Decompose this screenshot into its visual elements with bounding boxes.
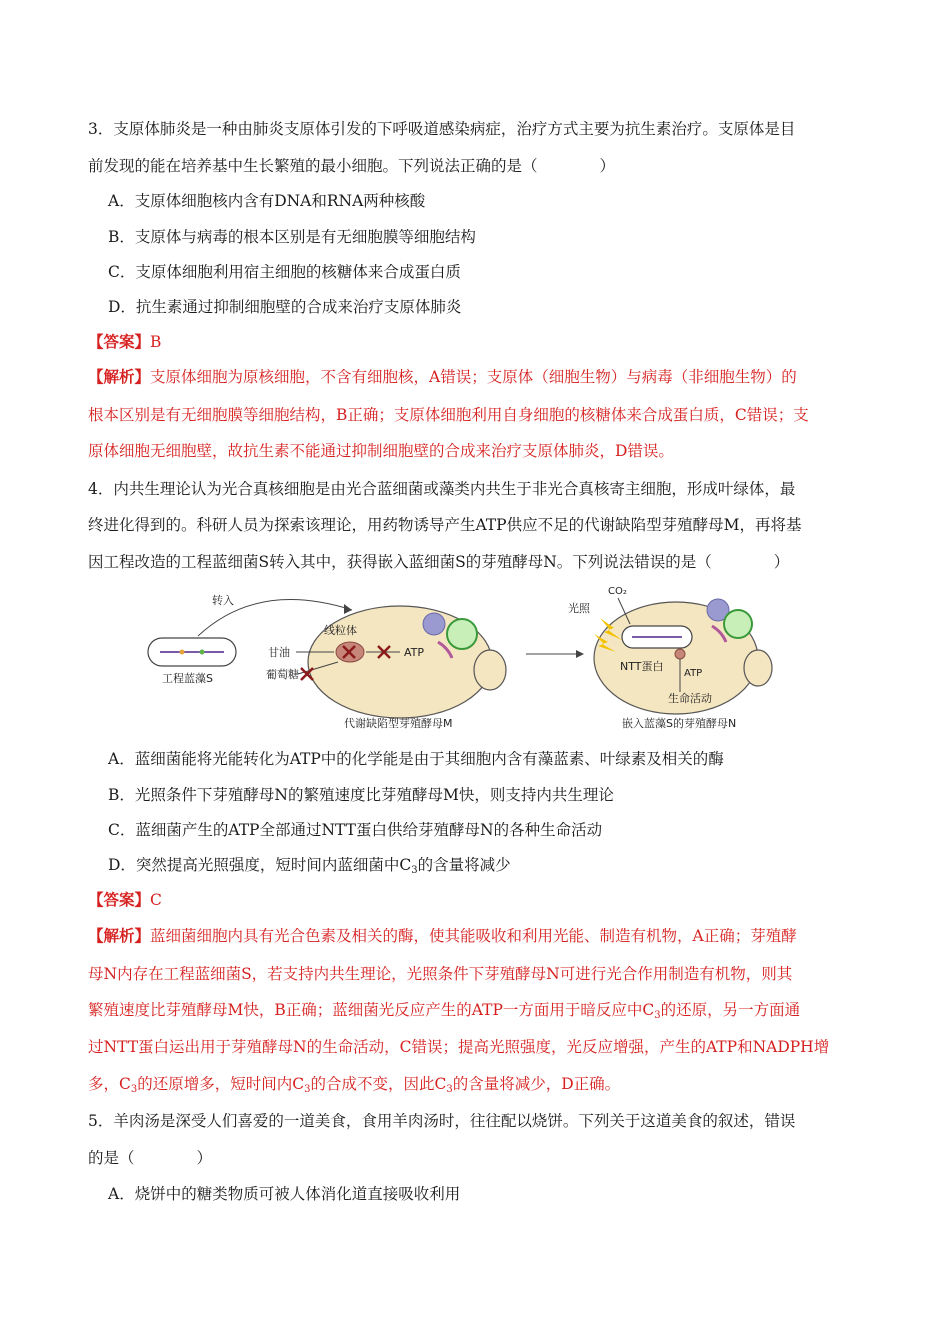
glucose-label: 葡萄糖 [266,668,299,681]
ntt-protein [675,649,685,659]
yeast-n-bud [744,650,772,686]
q4-option-d [108,854,511,876]
q4-analysis-sub-3: 3 [654,1010,661,1021]
q4-option-b: B．光照条件下芽殖酵母N的繁殖速度比芽殖酵母M快，则支持内共生理论 [108,786,614,804]
q3-option-b: B．支原体与病毒的根本区别是有无细胞膜等细胞结构 [108,228,476,246]
q3-stem-line-1: 3．支原体肺炎是一种由肺炎支原体引发的下呼吸道感染病症，治疗方式主要为抗生素治疗。支原体是目 [88,120,796,138]
mito-label: 线粒体 [324,624,357,637]
q3-analysis-text-1: 支原体细胞为原核细胞，不含有细胞核，A错误；支原体（细胞生物）与病毒（非细胞生物）的 [150,368,797,386]
q4-answer-value: C [150,891,162,909]
glycerol-label: 甘油 [268,646,290,659]
q3-answer-value: B [150,333,162,351]
process-arrowhead [576,650,584,658]
q3-option-c: C．支原体细胞利用宿主细胞的核糖体来合成蛋白质 [108,263,461,281]
q4-analysis-line-4: 过NTT蛋白运出用于芽殖酵母N的生命活动，C错误；提高光照强度，光反应增强，产生的ATP和NADPH增 [88,1038,830,1056]
nucleus-m [423,613,445,635]
q4-analysis-5-sub3: 3 [446,1084,453,1095]
q4-stem-line-2: 终进化得到的。科研人员为探索该理论，用药物诱导产生ATP供应不足的代谢缺陷型芽殖酵母M，再将基 [88,516,802,534]
q4-answer-tag: 【答案】 [88,890,151,909]
atp-left-label: ATP [404,646,425,659]
q3-analysis-line-2: 根本区别是有无细胞膜等细胞结构，B正确；支原体细胞利用自身细胞的核糖体来合成蛋白质，C错误；支 [88,406,809,424]
q4-analysis-5d: 的含量将减少，D正确。 [452,1075,621,1093]
q4-analysis-line-2: 母N内存在工程蓝细菌S，若支持内共生理论，光照条件下芽殖酵母N可进行光合作用制造有机物，则其 [88,965,793,983]
q4-analysis-text-1: 蓝细菌细胞内具有光合色素及相关的酶，使其能吸收和利用光能、制造有机物，A正确；芽殖酵 [150,927,797,945]
engineered-s-label: 工程蓝藻S [162,672,213,685]
q4-option-d-sub: 3 [411,865,418,876]
q4-analysis-5a: 多，C [88,1075,131,1093]
atp-right-label: ATP [684,668,703,679]
q4-analysis-line-5 [88,1073,620,1095]
q3-answer-tag: 【答案】 [88,332,151,351]
q4-analysis-5c: 的合成不变，因此C [310,1075,447,1093]
vacuole-n [724,610,752,638]
q5-stem-line-1: 5．羊肉汤是深受人们喜爱的一道美食，食用羊肉汤时，往往配以烧饼。下列关于这道美食的叙述，错误 [88,1112,796,1130]
q3-answer [88,331,161,353]
q4-stem-line-1: 4．内共生理论认为光合真核细胞是由光合蓝细菌或藻类内共生于非光合真核寄主细胞，形成叶绿体，最 [88,480,796,498]
q5-option-a: A．烧饼中的糖类物质可被人体消化道直接吸收利用 [108,1185,461,1203]
transfer-label: 转入 [212,594,234,607]
q4-option-d-text-2: 的含量将减少 [417,856,511,874]
ntt-label: NTT蛋白 [620,660,664,673]
q4-analysis-5b: 的还原增多，短时间内C [137,1075,305,1093]
q5-stem-line-2: 的是（ ） [88,1149,213,1167]
light-label: 光照 [568,602,590,615]
yeast-m-label: 代谢缺陷型芽殖酵母M [344,717,453,730]
q4-analysis-5-sub2: 3 [304,1084,311,1095]
q4-option-a: A．蓝细菌能将光能转化为ATP中的化学能是由于其细胞内含有藻蓝素、叶绿素及相关的酶 [108,750,724,768]
q3-analysis-tag: 【解析】 [88,367,151,386]
q4-answer [88,889,162,911]
yeast-endosymbiosis-figure [138,582,778,732]
q3-stem-line-2: 前发现的能在培养基中生长繁殖的最小细胞。下列说法正确的是（ ） [88,157,616,175]
q4-analysis-line-1 [88,925,797,947]
q3-option-d: D．抗生素通过抑制细胞壁的合成来治疗支原体肺炎 [108,298,462,316]
q3-option-a: A．支原体细胞核内含有DNA和RNA两种核酸 [108,192,426,210]
q4-analysis-text-3: 繁殖速度比芽殖酵母M快，B正确；蓝细菌光反应产生的ATP一方面用于暗反应中C [88,1001,655,1019]
q4-option-d-text: D．突然提高光照强度，短时间内蓝细菌中C [108,856,412,874]
q4-analysis-line-3 [88,999,800,1021]
q4-analysis-tag: 【解析】 [88,926,151,945]
life-label: 生命活动 [668,692,712,705]
q4-analysis-5-sub1: 3 [130,1084,138,1095]
q3-analysis-line-1 [88,366,797,388]
vacuole-m [447,619,477,649]
transfer-arrowhead [344,604,352,614]
cyano-s-marker [180,650,185,655]
co2-label: CO₂ [608,586,627,597]
yeast-m-bud [474,650,506,690]
q4-stem-line-3: 因工程改造的工程蓝细菌S转入其中，获得嵌入蓝细菌S的芽殖酵母N。下列说法错误的是（ ） [88,553,790,571]
q4-option-c: C．蓝细菌产生的ATP全部通过NTT蛋白供给芽殖酵母N的各种生命活动 [108,821,603,839]
yeast-n-label: 嵌入蓝藻S的芽殖酵母N [622,717,737,730]
q3-analysis-line-3: 原体细胞无细胞壁，故抗生素不能通过抑制细胞壁的合成来治疗支原体肺炎，D错误。 [88,442,674,460]
q4-analysis-text-3b: 的还原，另一方面通 [660,1001,801,1019]
cyano-s-marker-2 [200,650,205,655]
